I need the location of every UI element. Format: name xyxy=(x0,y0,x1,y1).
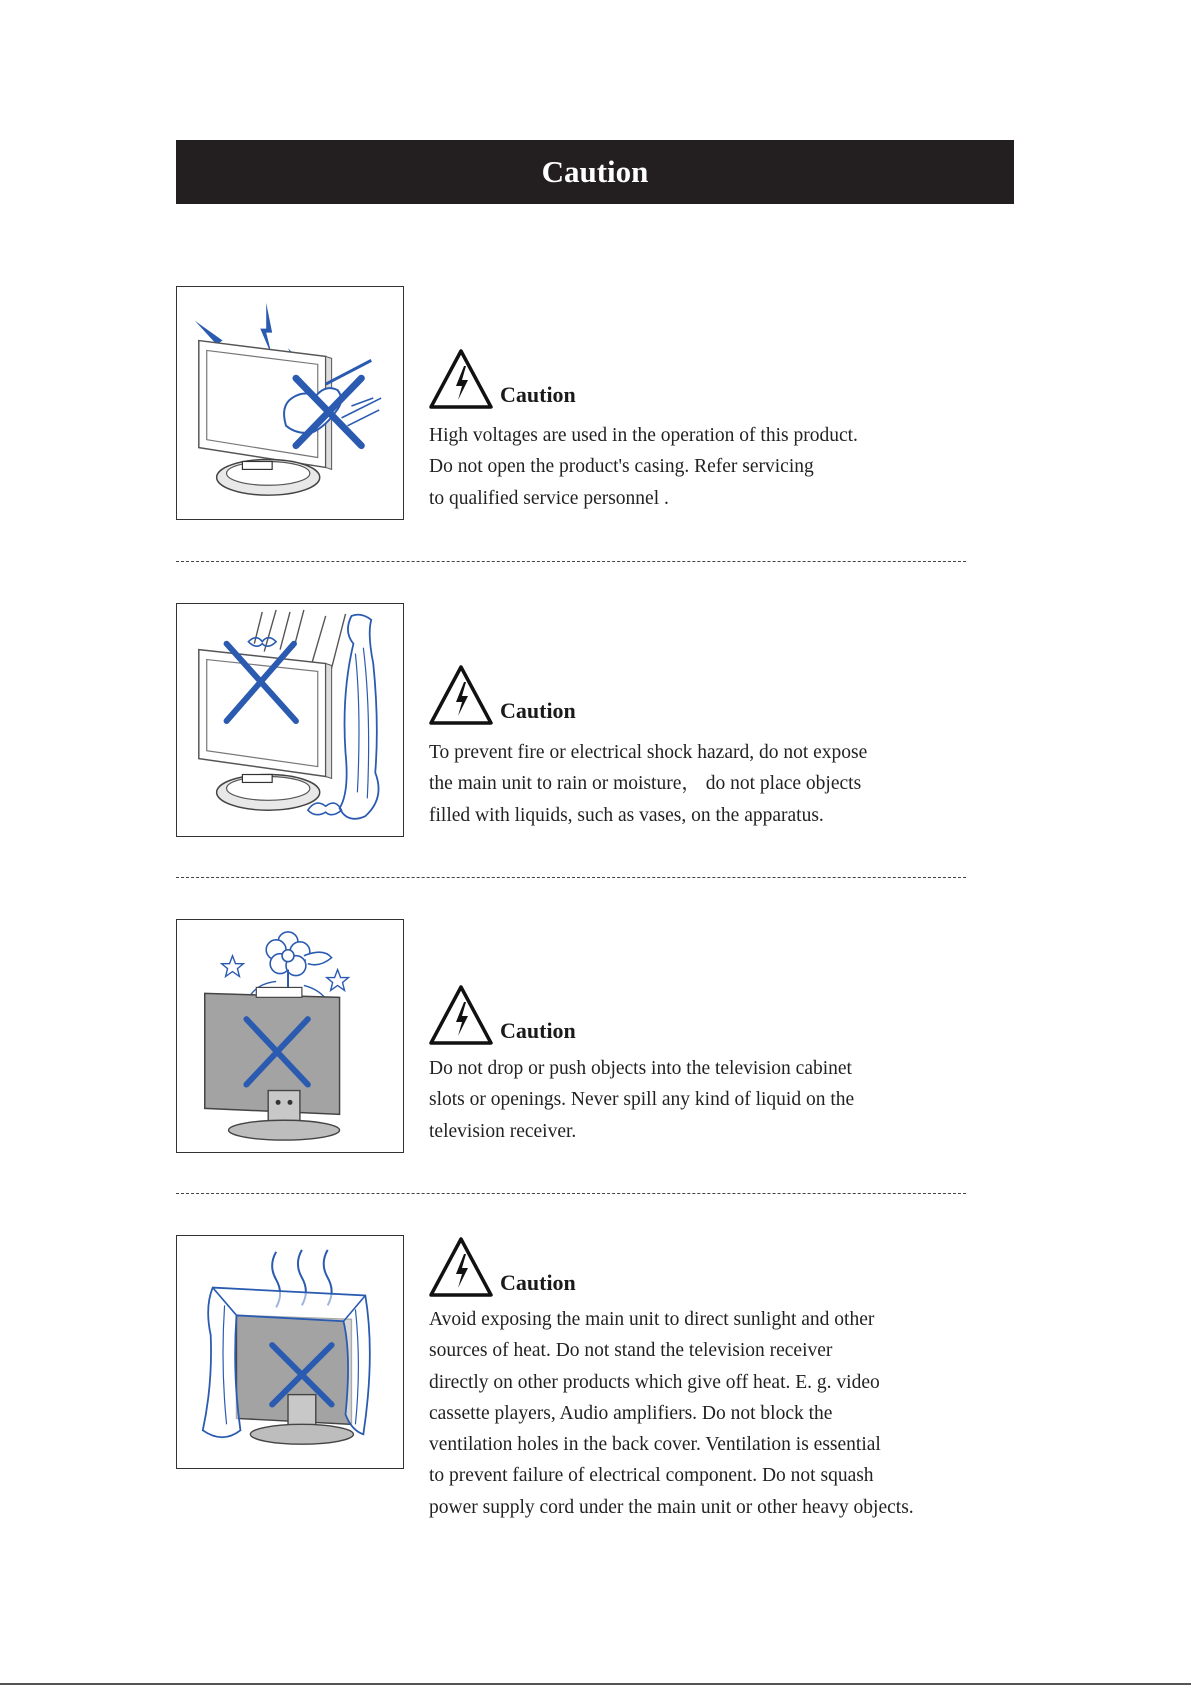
text-line: power supply cord under the main unit or other heavy objects. xyxy=(429,1496,914,1518)
text-line: To prevent fire or electrical shock hazard, do not expose xyxy=(429,742,868,763)
text-line: filled with liquids, such as vases, on the apparatus. xyxy=(429,804,824,826)
caution-label: Caution xyxy=(500,382,576,407)
text-line: ventilation holes in the back cover. Ventilation is essential xyxy=(429,1434,881,1456)
caution-text xyxy=(429,737,949,831)
caution-label: Caution xyxy=(500,1018,576,1043)
section-divider xyxy=(176,877,966,878)
tv-rain-moisture-illustration xyxy=(176,603,404,837)
text-line: High voltages are used in the operation of this product. xyxy=(429,425,858,446)
text-line: sources of heat. Do not stand the television receiver xyxy=(429,1340,833,1362)
caution-text xyxy=(429,1053,949,1147)
warning-triangle-lightning-icon xyxy=(428,984,494,1046)
text-line: the main unit to rain or moisture， do not place objects xyxy=(429,773,862,795)
section-divider xyxy=(176,1193,966,1194)
tv-high-voltage-illustration xyxy=(176,286,404,520)
page-title: Caution xyxy=(541,154,649,189)
caution-heading xyxy=(428,658,576,726)
text-line: Do not drop or push objects into the television cabinet xyxy=(429,1058,852,1079)
caution-text xyxy=(429,1304,949,1523)
caution-heading xyxy=(428,978,576,1046)
caution-label: Caution xyxy=(500,1270,576,1295)
text-line: to prevent failure of electrical component. Do not squash xyxy=(429,1465,874,1487)
text-line: to qualified service personnel . xyxy=(429,487,669,509)
caution-heading xyxy=(428,1230,576,1298)
warning-triangle-lightning-icon xyxy=(428,1236,494,1298)
text-line: television receiver. xyxy=(429,1120,577,1142)
warning-triangle-lightning-icon xyxy=(428,348,494,410)
page-title-banner xyxy=(176,140,1014,204)
caution-text xyxy=(429,420,949,514)
text-line: cassette players, Audio amplifiers. Do not block the xyxy=(429,1402,833,1424)
caution-heading xyxy=(428,342,576,410)
text-line: Avoid exposing the main unit to direct sunlight and other xyxy=(429,1309,875,1330)
warning-triangle-lightning-icon xyxy=(428,664,494,726)
text-line: slots or openings. Never spill any kind of liquid on the xyxy=(429,1089,855,1111)
caution-label: Caution xyxy=(500,698,576,723)
section-divider xyxy=(176,561,966,562)
text-line: directly on other products which give off heat. E. g. video xyxy=(429,1371,880,1393)
tv-heat-covered-illustration xyxy=(176,1235,404,1469)
text-line: Do not open the product's casing. Refer servicing xyxy=(429,456,814,478)
tv-objects-liquid-illustration xyxy=(176,919,404,1153)
